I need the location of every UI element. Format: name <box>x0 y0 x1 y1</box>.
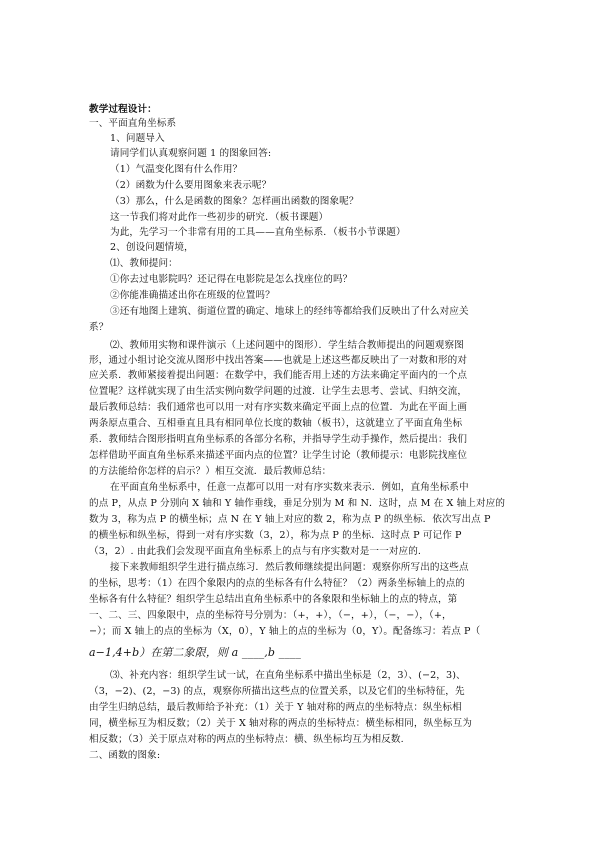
question-item: （2）函数为什么要用图象来表示呢？ <box>110 180 272 191</box>
paragraph-line: 的坐标，思考：（1）在四个象限内的点的坐标各有什么特征？（2）两条坐标轴上的点的 <box>89 578 465 589</box>
subsection-title: 1、问题导入 <box>110 133 165 144</box>
paragraph-line: 位置呢？这样就实现了由生活实例向数学问题的过渡．让学生去思考、尝试、归纳交流， <box>89 386 468 397</box>
question-item: （1）气温变化图有什么作用？ <box>110 164 243 175</box>
paragraph-line: 的方法能给你怎样的启示？）相互交流．最后教师总结： <box>89 466 332 477</box>
question-item: ③还有地图上建筑、街道位置的确定、地球上的经纬等都给我们反映出了什么对应关 <box>110 306 469 317</box>
paragraph-line: 为此，先学习一个非常有用的工具——直角坐标系．（板书小节课题） <box>110 227 406 238</box>
section-title: 一、平面直角坐标系 <box>89 118 177 129</box>
section-heading: 教学过程设计： <box>89 104 157 115</box>
paragraph-line: 系．教师结合图形指明直角坐标系的各部分名称，并指导学生动手操作，然后提出：我们 <box>89 434 468 445</box>
paragraph-line: ⑶、补充内容：组织学生试一试，在直角坐标系中描出坐标是（2，3）、(−2，3)、 <box>110 670 466 681</box>
paragraph-line: 的横坐标和纵坐标，得到一对有序实数（3，2），称为点 P 的坐标．这时点 P 可记作 P <box>89 530 462 541</box>
question-item: ①你去过电影院吗？还记得在电影院是怎么找座位的吗？ <box>110 274 353 285</box>
paragraph-line: ⑵、教师用实物和课件演示（上述问题中的图形）．学生结合教师提出的问题观察图 <box>110 340 464 351</box>
paragraph-line: 在平面直角坐标系中，任意一点都可以用一对有序实数来表示．例如，直角坐标系中 <box>110 482 469 493</box>
paragraph-line: 的点 P，从点 P 分别向 X 轴和 Y 轴作垂线，垂足分别为 M 和 N．这时，点 M 在 X 轴上对应的 <box>89 498 506 509</box>
list-heading: ⑴、教师提问： <box>110 258 178 269</box>
paragraph-line: 形，通过小组讨论交流从图形中找出答案——也就是上述这些都反映出了一对数和形的对 <box>89 355 468 366</box>
section-title: 二、函数的图象: <box>89 750 161 761</box>
paragraph-line: 怎样借助平面直角坐标系来描述平面内点的位置？让学生讨论（教师提示：电影院找座位 <box>89 450 468 461</box>
paragraph-line: 系？ <box>89 322 109 333</box>
paragraph-line: 坐标各有什么特征？组织学生总结出直角坐标系中的各象限和坐标轴上的点的特点，第 <box>89 594 458 605</box>
question-item: （3）那么，什么是函数的图象？怎样画出函数的图象呢？ <box>110 196 359 207</box>
paragraph-line: 最后教师总结：我们通常也可以用一对有序实数来确定平面上点的位置．为此在平面上画 <box>89 402 468 413</box>
paragraph-line: 两条原点重合、互相垂直且具有相同单位长度的数轴（板书），这就建立了平面直角坐标 <box>89 418 463 429</box>
paragraph-line: 相反数；（3）关于原点对称的两点的坐标特点：横、纵坐标均互为相反数. <box>89 734 404 745</box>
paragraph-line: 同，横坐标互为相反数；（2）关于 X 轴对称的两点的坐标特点：横坐标相同，纵坐标互为 <box>89 718 472 729</box>
paragraph-line: 数为 3，称为点 P 的横坐标；点 N 在 Y 轴上对应的数 2，称为点 P 的纵坐标．依次写出点 P <box>89 514 491 525</box>
paragraph-line: 接下来教师组织学生进行描点练习．然后教师继续提出问题：观察你所写出的这些点 <box>110 562 469 573</box>
paragraph-line: 由学生归纳总结，最后教师给予补充：（1）关于 Y 轴对称的两点的坐标特点：纵坐标相 <box>89 702 462 713</box>
paragraph-line: 应关系．教师紧接着提出问题：在数学中，我们能否用上述的方法来确定平面内的一个点 <box>89 370 468 381</box>
math-exercise-line: a−1,4+b）在第二象限，则 a ____,b ____ <box>89 646 302 659</box>
paragraph-line: −）；而 X 轴上的点的坐标为（X，0），Y 轴上的点的坐标为（0，Y）。配备练习：若点 P（ <box>89 626 481 637</box>
paragraph-line: 一、二、三、四象限中，点的坐标符号分别为：（+，+），（−，+），（−，−），（+， <box>89 610 452 621</box>
paragraph-line: （3，2）. 由此我们会发现平面直角坐标系上的点与有序实数对是一一对应的. <box>89 546 422 557</box>
question-item: ②你能准确描述出你在班级的位置吗？ <box>110 290 275 301</box>
paragraph-line: （3，−2)、(2，−3) 的点，观察你所描出这些点的位置关系，以及它们的坐标特征，先 <box>89 686 465 697</box>
paragraph-line: 这一节我们将对此作一些初步的研究．（板书课题） <box>110 212 329 223</box>
paragraph-line: 请同学们认真观察问题 1 的图象回答: <box>110 148 272 159</box>
subsection-title: 2、创设问题情境， <box>110 242 194 253</box>
